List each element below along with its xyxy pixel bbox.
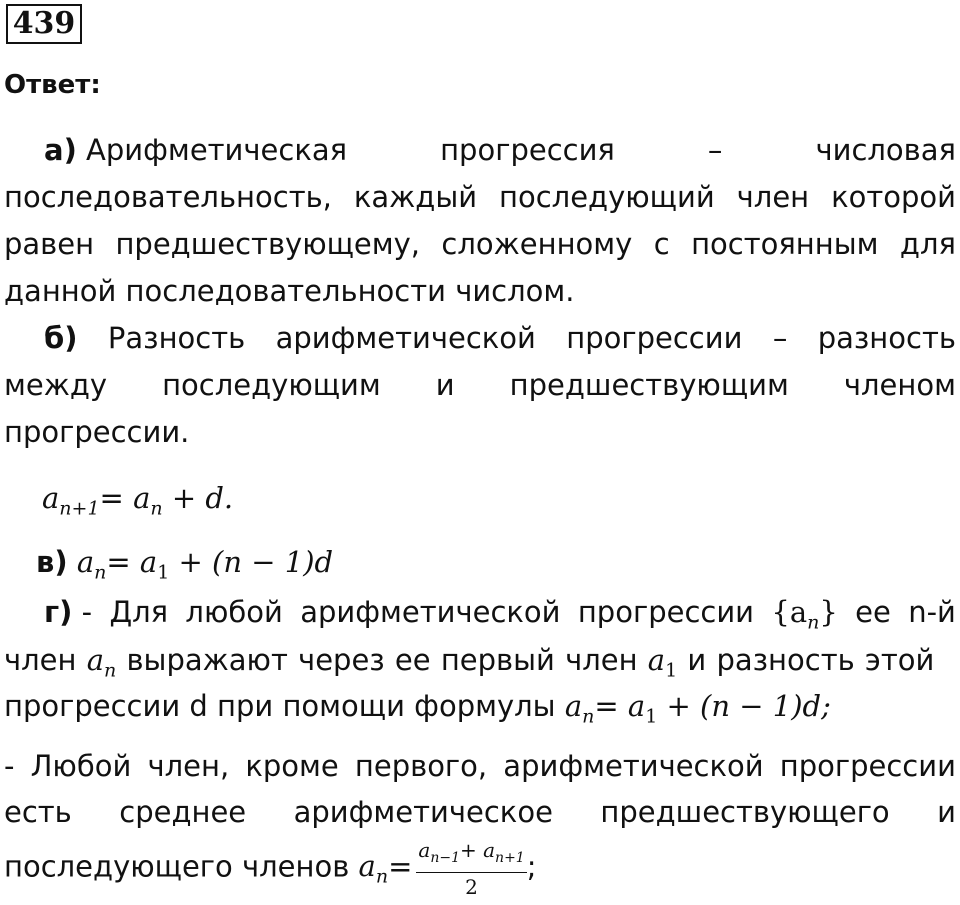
word: для xyxy=(899,227,956,261)
part-b-marker: б) xyxy=(44,321,78,355)
part-g-line-3 xyxy=(4,684,831,739)
subscript: n+1 xyxy=(59,497,100,520)
word: - xyxy=(81,595,93,629)
word: прогрессия xyxy=(440,133,615,167)
word: арифметическое xyxy=(293,795,553,829)
text: член xyxy=(4,643,87,677)
subscript: n xyxy=(375,866,389,889)
word: Разность xyxy=(107,321,246,355)
var-a: a xyxy=(483,838,496,862)
subscript: n xyxy=(104,659,117,682)
word: Для xyxy=(109,595,169,629)
word: равен xyxy=(4,227,95,261)
subscript: n xyxy=(807,611,820,634)
subscript: n+1 xyxy=(495,849,525,866)
var-a: a xyxy=(627,689,646,723)
part-b-line-1 xyxy=(44,316,956,360)
semicolon: ; xyxy=(526,849,537,884)
var-a: a xyxy=(564,689,583,723)
var-an xyxy=(358,849,389,889)
formula-tail: + (n − 1)d xyxy=(169,545,334,579)
subscript: 1 xyxy=(157,561,170,584)
part-g-line-4 xyxy=(4,744,956,788)
word: каждый xyxy=(353,180,478,214)
word: среднее xyxy=(119,795,247,829)
problem-number: 439 xyxy=(6,4,82,44)
text: прогрессии d при помощи формулы xyxy=(4,689,565,723)
formula-tail: + (n − 1)d; xyxy=(657,689,831,723)
part-v-formula xyxy=(76,545,334,584)
text: выражают через ее первый член xyxy=(116,643,648,677)
part-g-line-6 xyxy=(4,838,536,905)
var-a1 xyxy=(647,643,678,682)
part-g-formula xyxy=(564,689,831,728)
word: между xyxy=(4,368,108,402)
equals-sign: = xyxy=(594,689,619,723)
word: числовая xyxy=(815,133,956,167)
formula-tail: + d. xyxy=(162,481,234,515)
fraction-numerator xyxy=(416,838,526,873)
word: последовательность, xyxy=(4,180,332,214)
word: членом xyxy=(843,368,956,402)
part-b-formula xyxy=(42,476,233,531)
brace-close: } xyxy=(819,595,838,629)
part-b-line-2 xyxy=(4,363,956,407)
equals-sign: = xyxy=(388,849,413,884)
var-a: a xyxy=(358,849,376,884)
var-an xyxy=(86,643,117,682)
part-g-line-5 xyxy=(4,790,956,834)
word: – xyxy=(707,133,723,167)
subscript: n−1 xyxy=(430,849,460,866)
word: – xyxy=(772,321,788,355)
word: арифметической xyxy=(275,321,536,355)
part-a-line-4: данной последовательности числом. xyxy=(4,274,575,308)
word: сложенному xyxy=(441,227,633,261)
var-a: a xyxy=(139,545,158,579)
word: арифметической xyxy=(300,595,561,629)
fraction-denominator: 2 xyxy=(465,874,478,899)
word: прогрессии xyxy=(779,749,956,783)
part-b-line-3: прогрессии. xyxy=(4,415,190,449)
answer-label: Ответ: xyxy=(4,70,101,100)
word: предшествующего xyxy=(600,795,890,829)
word: и xyxy=(937,795,956,829)
word: предшествующим xyxy=(509,368,789,402)
word: первого, xyxy=(354,749,488,783)
word: последующим xyxy=(162,368,381,402)
var-a: a xyxy=(133,481,151,515)
word: любой xyxy=(185,595,283,629)
word: ее xyxy=(855,595,891,629)
word: кроме xyxy=(245,749,339,783)
var-a: a xyxy=(86,643,104,677)
subscript: n xyxy=(150,497,163,520)
word: с xyxy=(653,227,670,261)
subscript: n xyxy=(94,561,107,584)
var-a: a xyxy=(647,643,666,677)
word: прогрессии xyxy=(566,321,743,355)
brace-open: {a xyxy=(771,595,808,629)
word: которой xyxy=(831,180,956,214)
word: есть xyxy=(4,795,72,829)
word: Любой xyxy=(30,749,132,783)
subscript: 1 xyxy=(645,705,658,728)
part-a-line-2 xyxy=(4,175,956,219)
part-a-line-1 xyxy=(44,128,956,172)
subscript: n xyxy=(582,705,595,728)
set-an xyxy=(771,590,837,645)
text: и разность этой xyxy=(677,643,935,677)
word: член xyxy=(736,180,810,214)
text: последующего членов xyxy=(4,849,359,884)
part-g-line-1 xyxy=(44,590,956,645)
part-v-line xyxy=(36,540,333,595)
word: член, xyxy=(147,749,230,783)
var-a: a xyxy=(76,545,95,579)
part-a-line-3 xyxy=(4,222,956,266)
word: Арифметическая xyxy=(86,133,348,167)
word: разность xyxy=(817,321,956,355)
word: постоянным xyxy=(691,227,879,261)
word: прогрессии xyxy=(577,595,755,629)
word: - xyxy=(4,749,15,783)
word: предшествующему, xyxy=(115,227,421,261)
subscript: 1 xyxy=(665,659,678,682)
plus-sign: + xyxy=(459,838,484,862)
var-a: a xyxy=(418,838,431,862)
word: последующий xyxy=(499,180,715,214)
equals-sign: = xyxy=(99,481,124,515)
equals-sign: = xyxy=(106,545,131,579)
fraction xyxy=(416,838,526,899)
word: арифметической xyxy=(503,749,764,783)
word: и xyxy=(435,368,455,402)
part-v-marker: в) xyxy=(36,545,68,579)
part-a-marker: а) xyxy=(44,133,77,167)
var-a: a xyxy=(42,481,60,515)
part-g-marker: г) xyxy=(44,595,73,629)
word: n-й xyxy=(908,595,956,629)
